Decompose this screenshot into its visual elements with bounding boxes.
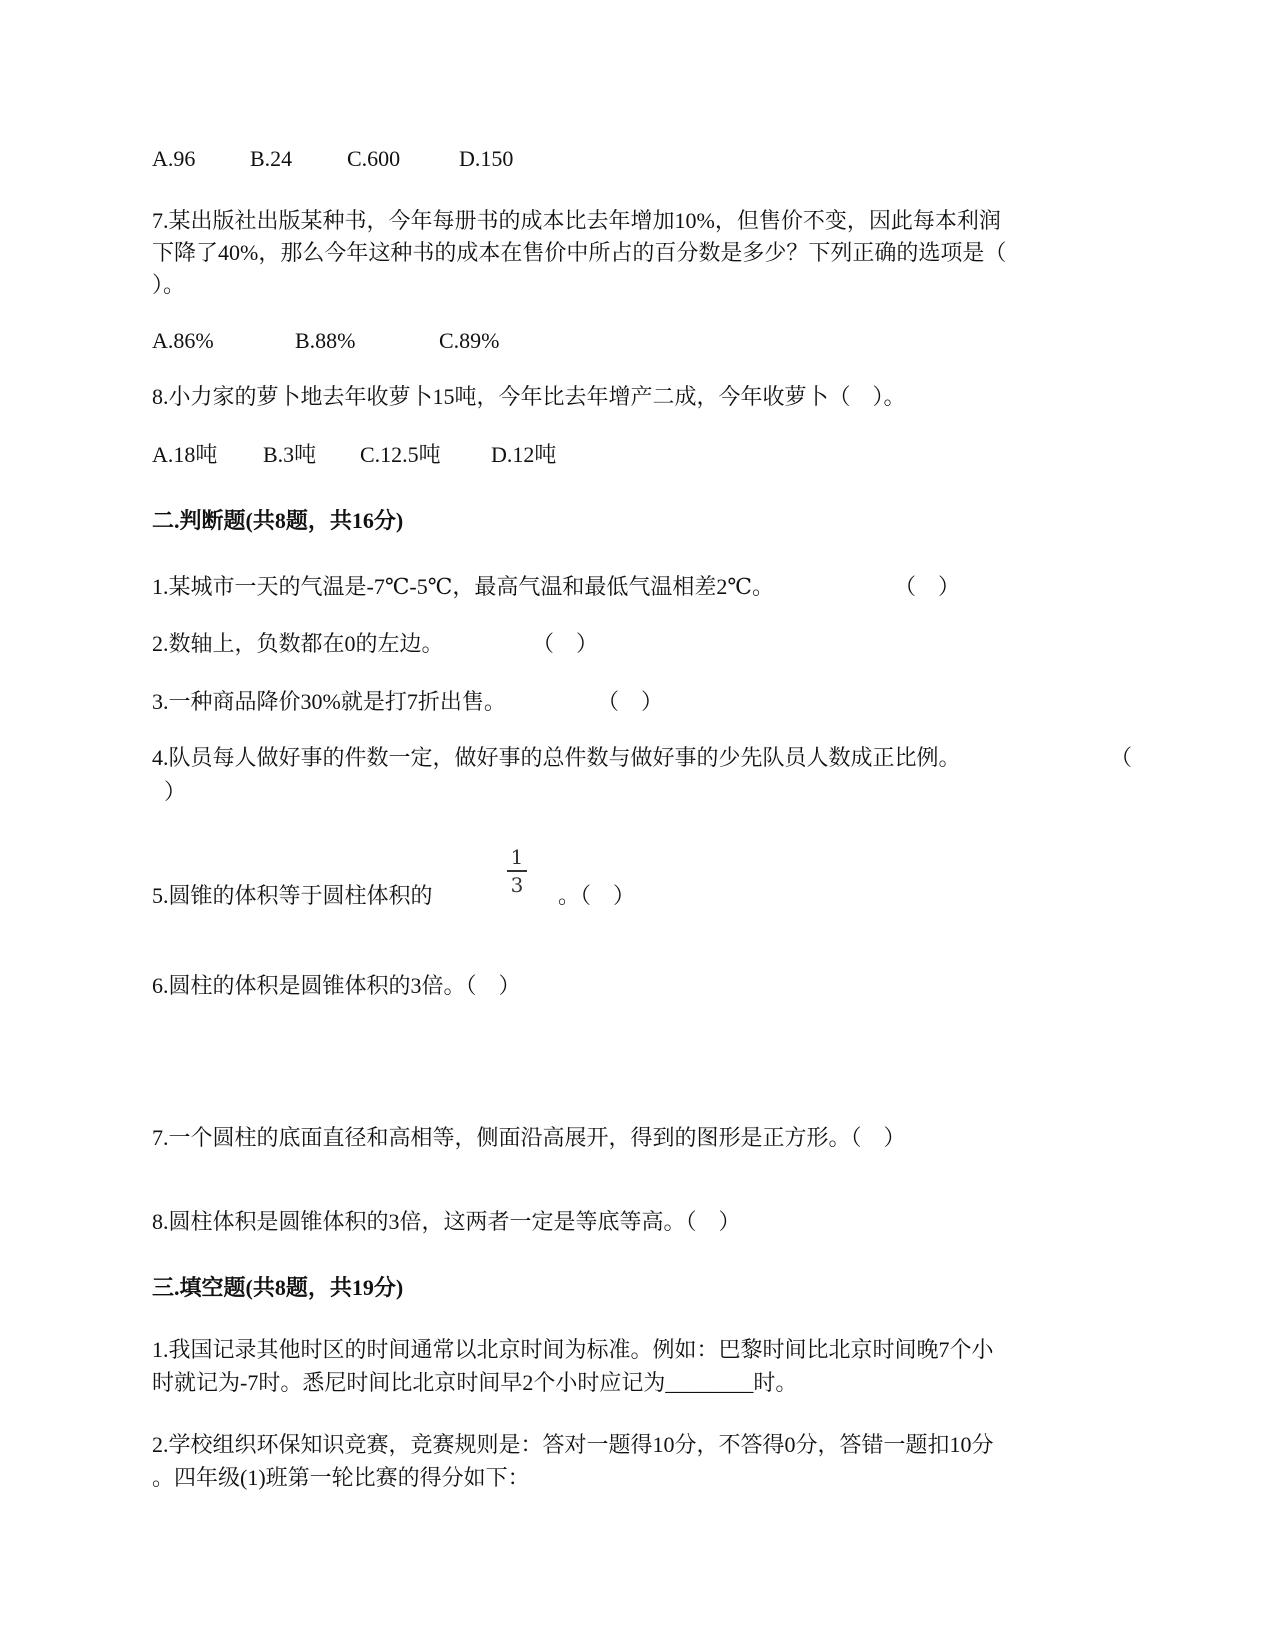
judge-item-8: 8.圆柱体积是圆锥体积的3倍，这两者一定是等底等高。（ ） (152, 1209, 741, 1234)
judge-item-5: 5.圆锥的体积等于圆柱体积的 (152, 883, 433, 908)
judge-item-3-answer-blank: （ ） (597, 689, 664, 714)
q6-option-c: C.600 (347, 146, 401, 171)
q7-option-a: A.86% (152, 328, 214, 353)
judge-item-4: 4.队员每人做好事的件数一定，做好事的总件数与做好事的少先队员人数成正比例。 (152, 745, 961, 770)
q7-option-b: B.88% (295, 328, 356, 353)
q6-option-d: D.150 (459, 146, 514, 171)
q7-option-c: C.89% (439, 328, 500, 353)
judge-item-1: 1.某城市一天的气温是-7℃-5℃，最高气温和最低气温相差2℃。 (152, 574, 774, 599)
judge-item-2-answer-blank: （ ） (532, 631, 599, 656)
judge-item-1-answer-blank: （ ） (894, 574, 961, 599)
q6-option-b: B.24 (250, 146, 293, 171)
judge-item-6: 6.圆柱的体积是圆锥体积的3倍。（ ） (152, 973, 521, 998)
q8-option-b: B.3吨 (263, 442, 317, 467)
q8-option-c: C.12.5吨 (360, 442, 441, 467)
judge-item-2: 2.数轴上，负数都在0的左边。 (152, 631, 444, 656)
fraction-one-third (506, 845, 528, 897)
fraction-denominator: 3 (510, 872, 524, 897)
judge-item-7: 7.一个圆柱的底面直径和高相等，侧面沿高展开，得到的图形是正方形。（ ） (152, 1125, 906, 1150)
fill-item-2-line-1: 2.学校组织环保知识竞赛，竞赛规则是：答对一题得10分，不答得0分，答错一题扣10分 (152, 1432, 994, 1457)
fraction-bar (507, 870, 527, 872)
q7-line-1: 7.某出版社出版某种书，今年每册书的成本比去年增加10%，但售价不变，因此每本利润 (152, 208, 1001, 233)
judge-item-4-answer-open: （ (1110, 745, 1133, 770)
section-3-title: 三.填空题(共8题，共19分) (152, 1275, 404, 1300)
judge-item-4-answer-close: ） (164, 779, 187, 804)
q7-line-2: 下降了40%，那么今年这种书的成本在售价中所占的百分数是多少？下列正确的选项是（ (152, 240, 1007, 265)
q7-line-3: ）。 (152, 272, 186, 297)
judge-item-3: 3.一种商品降价30%就是打7折出售。 (152, 689, 506, 714)
fill-item-2-line-2: 。四年级(1)班第一轮比赛的得分如下： (152, 1465, 530, 1490)
section-2-title: 二.判断题(共8题，共16分) (152, 508, 404, 533)
q8-text: 8.小力家的萝卜地去年收萝卜15吨，今年比去年增产二成，今年收萝卜（ ）。 (152, 384, 906, 409)
q8-option-a: A.18吨 (152, 442, 218, 467)
q8-option-d: D.12吨 (491, 442, 557, 467)
fraction-numerator: 1 (510, 845, 524, 869)
q6-option-a: A.96 (152, 146, 196, 171)
judge-item-5-answer-blank: 。（ ） (558, 883, 636, 908)
fill-item-1-line-2: 时就记为-7时。悉尼时间比北京时间早2个小时应记为________时。 (152, 1370, 798, 1395)
fill-item-1-line-1: 1.我国记录其他时区的时间通常以北京时间为标准。例如：巴黎时间比北京时间晚7个小 (152, 1337, 994, 1362)
